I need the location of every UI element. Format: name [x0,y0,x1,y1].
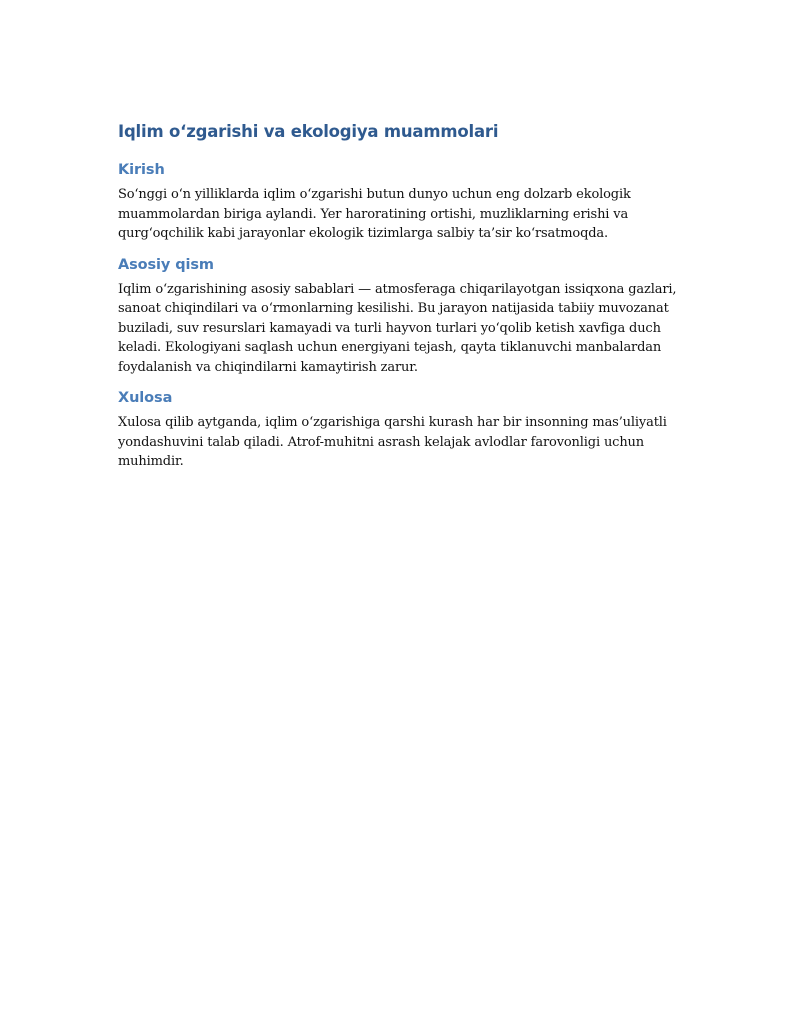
section-heading-asosiy-qism: Asosiy qism [118,256,214,273]
section-body-kirish: So‘nggi o‘n yilliklarda iqlim o‘zgarishi butun dunyo uchun eng dolzarb ekologik muammolardan biriga aylandi. Yer haroratining ortishi, muzliklarning erishi va qurg‘oqchilik kabi jarayonlar ekologik tizimlarga salbiy ta’sir ko‘rsatmoqda. [118,187,631,241]
document-content [118,120,688,482]
section-heading-kirish: Kirish [118,162,165,178]
document-title: Iqlim o‘zgarishi va ekologiya muammolari [118,122,499,141]
section-body-asosiy-qism: Iqlim o‘zgarishining asosiy sabablari — atmosferaga chiqarilayotgan issiqxona gazlari, sanoat chiqindilari va o‘rmonlarning kesilishi. Bu jarayon natijasida tabiiy muvozanat buziladi, suv resurslari kamayadi va turli hayvon turlari yo‘qolib ketish xavfiga duch keladi. Ekologiyani saqlash uchun energiyani tejash, qayta tiklanuvchi manbalardan foydalanish va chiqindilarni kamaytirish zarur. [118,281,677,375]
section-body-xulosa: Xulosa qilib aytganda, iqlim o‘zgarishiga qarshi kurash har bir insonning mas’uliyatli yondashuvini talab qiladi. Atrof-muhitni asrash kelajak avlodlar farovonligi uchun muhimdir. [118,415,667,469]
section-heading-xulosa: Xulosa [118,390,173,406]
